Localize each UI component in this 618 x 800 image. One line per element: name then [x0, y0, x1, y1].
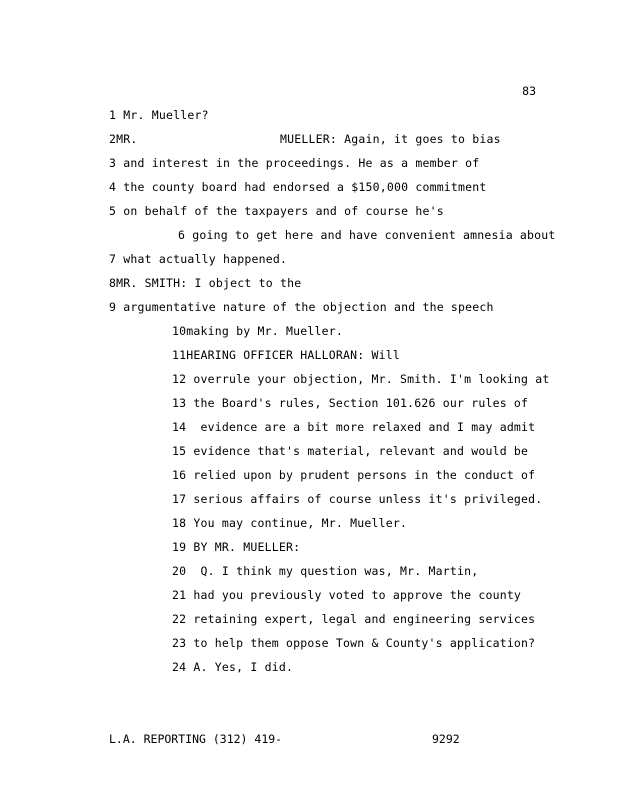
- transcript-line: [109, 206, 444, 218]
- transcript-line: [109, 254, 287, 266]
- line-text: serious affairs of course unless it's privileged.: [193, 492, 543, 506]
- line-number: 11: [172, 348, 187, 362]
- transcript-line: [172, 542, 300, 554]
- transcript-line: [109, 302, 494, 314]
- line-number: 24: [172, 660, 187, 674]
- transcript-line: [109, 158, 479, 170]
- line-number: 16: [172, 468, 187, 482]
- transcript-line: [172, 470, 535, 482]
- line-text: Mr. Mueller?: [123, 108, 209, 122]
- line-number: 22: [172, 612, 187, 626]
- transcript-line: [172, 638, 535, 650]
- line-text: what actually happened.: [123, 252, 288, 266]
- line-number: 23: [172, 636, 187, 650]
- line-text: BY MR. MUELLER:: [193, 540, 301, 554]
- line-text: HEARING OFFICER HALLORAN: Will: [186, 348, 400, 362]
- line-text: relied upon by prudent persons in the conduct of: [193, 468, 536, 482]
- transcript-line: [109, 278, 301, 290]
- line-text: evidence that's material, relevant and would be: [193, 444, 529, 458]
- line-number: 14: [172, 420, 187, 434]
- transcript-line: [172, 566, 478, 578]
- transcript-line: [172, 446, 528, 458]
- transcript-line: [109, 182, 487, 194]
- line-number: 3: [109, 156, 117, 170]
- line-text: and interest in the proceedings. He as a member of: [123, 156, 480, 170]
- line-text: Q. I think my question was, Mr. Martin,: [193, 564, 479, 578]
- transcript-line: [172, 494, 542, 506]
- line-text: on behalf of the taxpayers and of course he's: [123, 204, 444, 218]
- line-number: 20: [172, 564, 187, 578]
- line-number: 18: [172, 516, 187, 530]
- line-number: 6: [178, 228, 186, 242]
- line-number: 17: [172, 492, 187, 506]
- line-text: MR. MUELLER: Again, it goes to bias: [116, 132, 501, 146]
- line-text: overrule your objection, Mr. Smith. I'm looking at: [193, 372, 550, 386]
- line-text: the county board had endorsed a $150,000 commitment: [123, 180, 487, 194]
- line-number: 4: [109, 180, 117, 194]
- line-number: 1: [109, 108, 117, 122]
- line-text: making by Mr. Mueller.: [186, 324, 343, 338]
- line-number: 2: [109, 132, 117, 146]
- line-text: going to get here and have convenient amnesia about: [192, 228, 556, 242]
- line-number: 12: [172, 372, 187, 386]
- line-text: retaining expert, legal and engineering services: [193, 612, 536, 626]
- transcript-line: [172, 422, 535, 434]
- transcript-line: [172, 518, 407, 530]
- transcript-line: [172, 398, 528, 410]
- line-number: 5: [109, 204, 117, 218]
- line-number: 10: [172, 324, 187, 338]
- line-number: 7: [109, 252, 117, 266]
- transcript-line: [172, 374, 550, 386]
- line-number: 21: [172, 588, 187, 602]
- line-text: to help them oppose Town & County's application?: [193, 636, 536, 650]
- line-text: MR. SMITH: I object to the: [116, 276, 302, 290]
- footer-reporter: L.A. REPORTING (312) 419-: [109, 732, 283, 746]
- transcript-line: [172, 326, 343, 338]
- line-text: the Board's rules, Section 101.626 our rules of: [193, 396, 529, 410]
- line-number: 13: [172, 396, 187, 410]
- footer-phone-suffix: 9292: [432, 732, 460, 746]
- transcript-line: [172, 590, 521, 602]
- line-text: had you previously voted to approve the county: [193, 588, 522, 602]
- line-number: 19: [172, 540, 187, 554]
- transcript-line: [178, 230, 556, 242]
- line-text: A. Yes, I did.: [193, 660, 294, 674]
- transcript-line: [109, 134, 501, 146]
- line-text: You may continue, Mr. Mueller.: [193, 516, 408, 530]
- transcript-line: [172, 662, 293, 674]
- line-text: argumentative nature of the objection and the speech: [123, 300, 494, 314]
- page-number: 83: [522, 84, 536, 98]
- line-text: evidence are a bit more relaxed and I may admit: [193, 420, 536, 434]
- transcript-line: [172, 614, 535, 626]
- line-number: 8: [109, 276, 117, 290]
- line-number: 15: [172, 444, 187, 458]
- transcript-line: [109, 110, 209, 122]
- transcript-line: [172, 350, 400, 362]
- line-number: 9: [109, 300, 117, 314]
